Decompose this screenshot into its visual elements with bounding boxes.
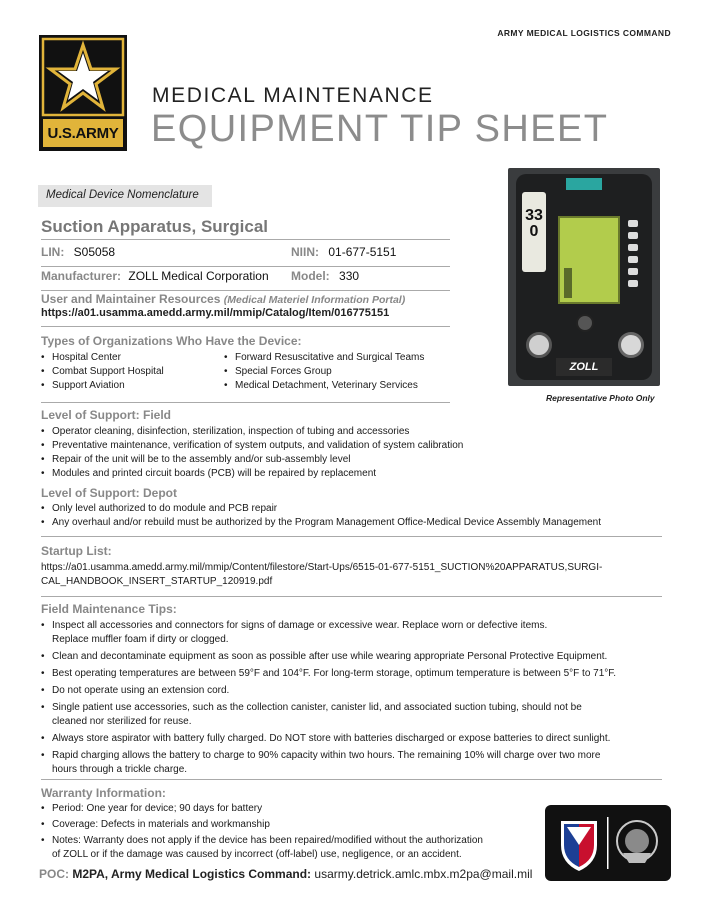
list-item: • Support Aviation	[41, 379, 221, 393]
list-item: • Do not operate using an extension cord.	[41, 684, 681, 698]
model-digits: 330	[525, 207, 543, 240]
tips-title: Field Maintenance Tips:	[41, 602, 177, 616]
startup-url-line1: https://a01.usamma.amedd.army.mil/mmip/Content/filestore/Start-Ups/6515-01-677-5151_SUCTION%20APPARATUS,SURGI-	[41, 562, 603, 573]
divider	[41, 596, 662, 597]
org-name: ARMY MEDICAL LOGISTICS COMMAND	[497, 28, 671, 38]
startup-url-line2: CAL_HANDBOOK_INSERT_STARTUP_120919.pdf	[41, 576, 273, 587]
list-item: • Modules and printed circuit boards (PCB) will be repaired by replacement	[41, 467, 671, 481]
list-item: • Always store aspirator with battery fully charged. Do NOT store with batteries discharged or expose batteries to direct sunlight.	[41, 732, 681, 746]
nomenclature-label: Medical Device Nomenclature	[38, 185, 212, 207]
divider	[41, 239, 450, 240]
depot-support-list	[41, 502, 681, 530]
header-title: EQUIPMENT TIP SHEET	[151, 108, 609, 150]
lin-value: S05058	[73, 245, 116, 259]
header-line1: MEDICAL MAINTENANCE	[152, 84, 434, 107]
list-item: • Operator cleaning, disinfection, sterilization, inspection of tubing and accessories	[41, 425, 671, 439]
list-item: • Rapid charging allows the battery to charge to 90% capacity within two hours. The remaining 10% will charge over two more hours through a trickle charge.	[41, 749, 681, 777]
list-item: • Clean and decontaminate equipment as soon as possible after use while wearing appropriate Personal Protective Equipment.	[41, 650, 681, 664]
poc-org: M2PA, Army Medical Logistics Command:	[72, 867, 312, 881]
manufacturer-row	[41, 269, 450, 291]
divider	[41, 536, 662, 537]
model-label: Model:	[291, 269, 330, 283]
photo-caption: Representative Photo Only	[546, 393, 655, 403]
device-brand: ZOLL	[556, 358, 612, 376]
niin-value: 01-677-5151	[328, 245, 397, 259]
list-item: • Inspect all accessories and connectors for signs of damage or excessive wear. Replace worn or defective items. Replace muffler foam if dirty or clogged.	[41, 619, 681, 647]
resources-subtitle: (Medical Materiel Information Portal)	[223, 294, 406, 306]
list-item: • Notes: Warranty does not apply if the device has been repaired/modified without the authorization of ZOLL or if the damage was caused by incorrect (off-label) use, negligence, or an accident.	[41, 834, 541, 862]
model-value: 330	[339, 269, 360, 283]
device-photo	[508, 168, 660, 386]
list-item: • Only level authorized to do module and PCB repair	[41, 502, 681, 516]
poc-email[interactable]: usarmy.detrick.amlc.mbx.m2pa@mail.mil	[314, 867, 533, 881]
warranty-title: Warranty Information:	[41, 786, 166, 800]
resources-url[interactable]: https://a01.usamma.amedd.army.mil/mmip/Catalog/Item/016775151	[41, 307, 390, 319]
divider	[41, 402, 450, 403]
logo-text: U.S.ARMY	[47, 125, 119, 142]
poc-line	[39, 867, 532, 881]
startup-title: Startup List:	[41, 544, 112, 558]
us-army-logo	[39, 35, 127, 151]
list-item: • Medical Detachment, Veterinary Services	[224, 379, 464, 393]
warranty-list	[41, 802, 541, 862]
field-support-list	[41, 425, 671, 481]
list-item: • Single patient use accessories, such as the collection canister, canister lid, and associated suction tubing, should not be cleaned nor sterilized for reuse.	[41, 701, 681, 729]
manufacturer-value: ZOLL Medical Corporation	[128, 269, 269, 283]
list-item: • Period: One year for device; 90 days for battery	[41, 802, 541, 816]
tips-list	[41, 619, 681, 777]
orgs-title: Types of Organizations Who Have the Device:	[41, 334, 302, 348]
divider	[41, 326, 450, 327]
shield-icon	[545, 805, 671, 881]
orgs-list-2	[224, 351, 464, 393]
manufacturer-label: Manufacturer:	[41, 269, 122, 283]
lin-niin-row	[41, 245, 450, 267]
list-item: • Combat Support Hospital	[41, 365, 221, 379]
field-support-title: Level of Support: Field	[41, 408, 172, 422]
list-item: • Special Forces Group	[224, 365, 464, 379]
list-item: • Hospital Center	[41, 351, 221, 365]
list-item: • Best operating temperatures are between 59°F and 104°F. For long-term storage, optimum temperature is between 5°F to 71°F.	[41, 667, 681, 681]
depot-support-title: Level of Support: Depot	[41, 486, 177, 500]
list-item: • Preventative maintenance, verification of system outputs, and validation of system calibration	[41, 439, 671, 453]
poc-label: POC:	[39, 867, 69, 881]
niin-label: NIIN:	[291, 245, 319, 259]
startup-url[interactable]	[41, 561, 681, 589]
resources-heading	[41, 292, 405, 306]
orgs-list-1	[41, 351, 221, 393]
amlc-badges	[545, 805, 671, 881]
lin-label: LIN:	[41, 245, 65, 259]
resources-title: User and Maintainer Resources	[41, 292, 221, 306]
list-item: • Forward Resuscitative and Surgical Teams	[224, 351, 464, 365]
list-item: • Coverage: Defects in materials and workmanship	[41, 818, 541, 832]
divider	[41, 779, 662, 780]
list-item: • Repair of the unit will be to the assembly and/or sub-assembly level	[41, 453, 671, 467]
list-item: • Any overhaul and/or rebuild must be authorized by the Program Management Office-Medical Device Assembly Management	[41, 516, 681, 530]
device-name: Suction Apparatus, Surgical	[41, 217, 269, 236]
